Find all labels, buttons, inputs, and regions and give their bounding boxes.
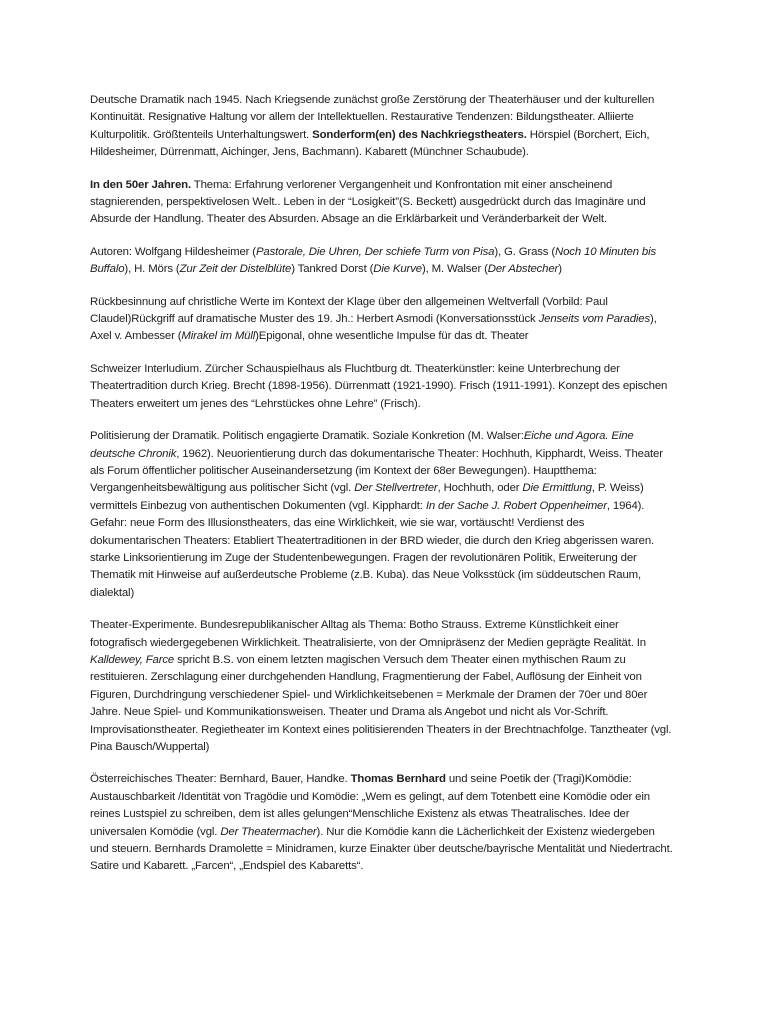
italic-title: Zur Zeit der Distelblüte	[179, 263, 292, 276]
paragraph-rueckbesinnung	[90, 294, 673, 346]
body-text: )Epigonal, ohne wesentliche Impulse für das dt. Theater	[255, 330, 529, 343]
body-text: Politisierung der Dramatik. Politisch engagierte Dramatik. Soziale Konkretion (M. Walser:	[90, 430, 524, 443]
paragraph-50er-jahre	[90, 177, 673, 229]
italic-title: Der Abstecher	[487, 263, 559, 276]
italic-title: Pastorale, Die Uhren, Der schiefe Turm von Pisa	[255, 245, 495, 258]
body-text: Deutsche Dramatik nach 1945. Nach Kriegsende zunächst große Zerstörung der Theaterhäuser und der kulturellen Kontinuität. Resignative Haltung vor allem der Intellektuellen. Restaurative Tendenzen: Bildungstheater. Alliierte Kulturpolitik. Größtenteils Unterhaltungswert.	[90, 94, 655, 141]
italic-title: Der Theatermacher	[220, 825, 317, 838]
bold-text: In den 50er Jahren.	[90, 178, 191, 191]
italic-title: Der Stellvertreter	[354, 482, 438, 495]
italic-title: Eiche und Agora. Eine deutsche Chronik	[90, 430, 634, 460]
italic-title: Noch 10 Minuten bis Buffalo	[90, 245, 657, 276]
body-text: spricht B.S. von einem letzten magischen Versuch dem Theater einen mythischen Raum zu restituieren. Zerschlagung einer durchgehenden Handlung, Fragmentierung der Fabel, Auflösung der Einheit von Figuren, Durchdringung verschiedener Spiel- und Wirklichkeitsebenen = Merkmale der Dramen der 70er und 80er Jahre. Neue Spiel- und Kommunikationsweisen. Theater und Drama als Angebot und nicht als Vor-Schrift. Improvisationstheater. Regietheater im Kontext eines politisierenden Theaters in der Brechtnachfolge. Tanztheater (vgl. Pina Bausch/Wuppertal)	[90, 653, 672, 753]
body-text: ), G. Grass (	[494, 245, 556, 258]
paragraph-schweizer-interludium	[90, 361, 673, 413]
body-text: ). Nur die Komödie kann die Lächerlichkeit der Existenz wiedergeben und steuern. Bernhards Dramolette = Minidramen, kurze Einakter über deutsche/bayrische Mentalität und Niedertracht. Satire und Kabarett. „Farcen“, „Endspiel des Kabaretts“.	[90, 825, 673, 873]
italic-title: Die Ermittlung	[522, 482, 592, 495]
body-text: Thema: Erfahrung verlorener Vergangenheit und Konfrontation mit einer anscheinend stagnierenden, perspektivelosen Welt.. Leben in der “Losigkeit”(S. Beckett) ausgedrückt durch das Imaginäre und Absurde der Handlung. Theater des Absurden. Absage an die Erklärbarkeit und Veränderbarkeit der Welt.	[90, 178, 646, 226]
body-text: Österreichisches Theater: Bernhard, Bauer, Handke.	[90, 773, 351, 786]
body-text: ), H. Mörs (	[124, 263, 180, 276]
bold-text: Thomas Bernhard	[350, 773, 446, 786]
bold-text: Sonderform(en) des Nachkriegstheaters.	[312, 128, 527, 141]
document-page	[90, 92, 673, 876]
paragraph-nachkriegstheater	[90, 92, 673, 162]
body-text: ), M. Walser (	[421, 263, 488, 276]
paragraph-theater-experimente	[90, 617, 673, 756]
body-text: , P. Weiss) vermittels Einbezug von authentischen Dokumenten (vgl. Kipphardt:	[90, 482, 644, 512]
italic-title: Jenseits vom Paradies	[538, 313, 651, 326]
italic-title: In der Sache J. Robert Oppenheimer	[425, 499, 607, 512]
paragraph-autoren	[90, 244, 673, 279]
body-text: )	[558, 263, 562, 276]
body-text: , Hochhuth, oder	[437, 482, 523, 495]
paragraph-politisierung	[90, 428, 673, 602]
italic-title: Mirakel im Müll	[181, 330, 256, 343]
body-text: Autoren: Wolfgang Hildesheimer (	[90, 245, 256, 258]
italic-title: Kalldewey, Farce	[90, 653, 175, 666]
body-text: , 1964). Gefahr: neue Form des Illusionstheaters, das eine Wirklichkeit, wie sie war, vortäuscht! Verdienst des dokumentarischen Theaters: Etabliert Theatertraditionen in der BRD wieder, die durch den Krieg abgerissen waren. starke Linksorientierung im Zuge der Studentenbewegungen. Fragen der revolutionären Politik, Erweiterung der Thematik mit Hinweise auf außerdeutsche Probleme (z.B. Kuba). das Neue Volksstück (im süddeutschen Raum, dialektal)	[90, 499, 655, 599]
body-text: ), Axel v. Ambesser (	[90, 313, 657, 343]
body-text: Theater-Experimente. Bundesrepublikanischer Alltag als Thema: Botho Strauss. Extreme Künstlichkeit einer fotografisch wiedergegebenen Wirklichkeit. Theatralisierte, von der Omnipräsenz der Medien geprägte Realität. In	[90, 619, 646, 649]
body-text: Rückbesinnung auf christliche Werte im Kontext der Klage über den allgemeinen Weltverfall (Vorbild: Paul Claudel)Rückgriff auf dramatische Muster des 19. Jh.: Herbert Asmodi (Konversationsstück	[90, 295, 608, 326]
body-text: , 1962). Neuorientierung durch das dokumentarische Theater: Hochhuth, Kipphardt, Weiss. Theater als Forum öffentlicher politischer Auseinandersetzung (im Kontext der 68er Bewegungen). Hauptthema: Vergangenheitsbewältigung aus politischer Sicht (vgl.	[90, 447, 663, 495]
italic-title: Die Kurve	[373, 263, 422, 276]
body-text: und seine Poetik der (Tragi)Komödie: Austauschbarkeit /Identität von Tragödie und Komödie: „Wem es gelingt, auf dem Totenbett eine Komödie oder ein reines Lustspiel zu schreiben, dem ist alles gelungen“Menschliche Existenz als etwas Theatralisches. Idee der universalen Komödie (vgl.	[90, 773, 650, 838]
body-text: Schweizer Interludium. Zürcher Schauspielhaus als Fluchtburg dt. Theaterkünstler: keine Unterbrechung der Theatertradition durch Krieg. Brecht (1898-1956). Dürrenmatt (1921-1990). Frisch (1911-1991). Konzept des epischen Theaters erweitert um jenes des “Lehrstückes ohne Lehre” (Frisch).	[90, 362, 668, 410]
body-text: ) Tankred Dorst (	[291, 263, 374, 276]
paragraph-oesterreichisches-theater	[90, 771, 673, 875]
body-text: Hörspiel (Borchert, Eich, Hildesheimer, Dürrenmatt, Aichinger, Jens, Bachmann). Kabarett (Münchner Schaubude).	[90, 128, 650, 159]
